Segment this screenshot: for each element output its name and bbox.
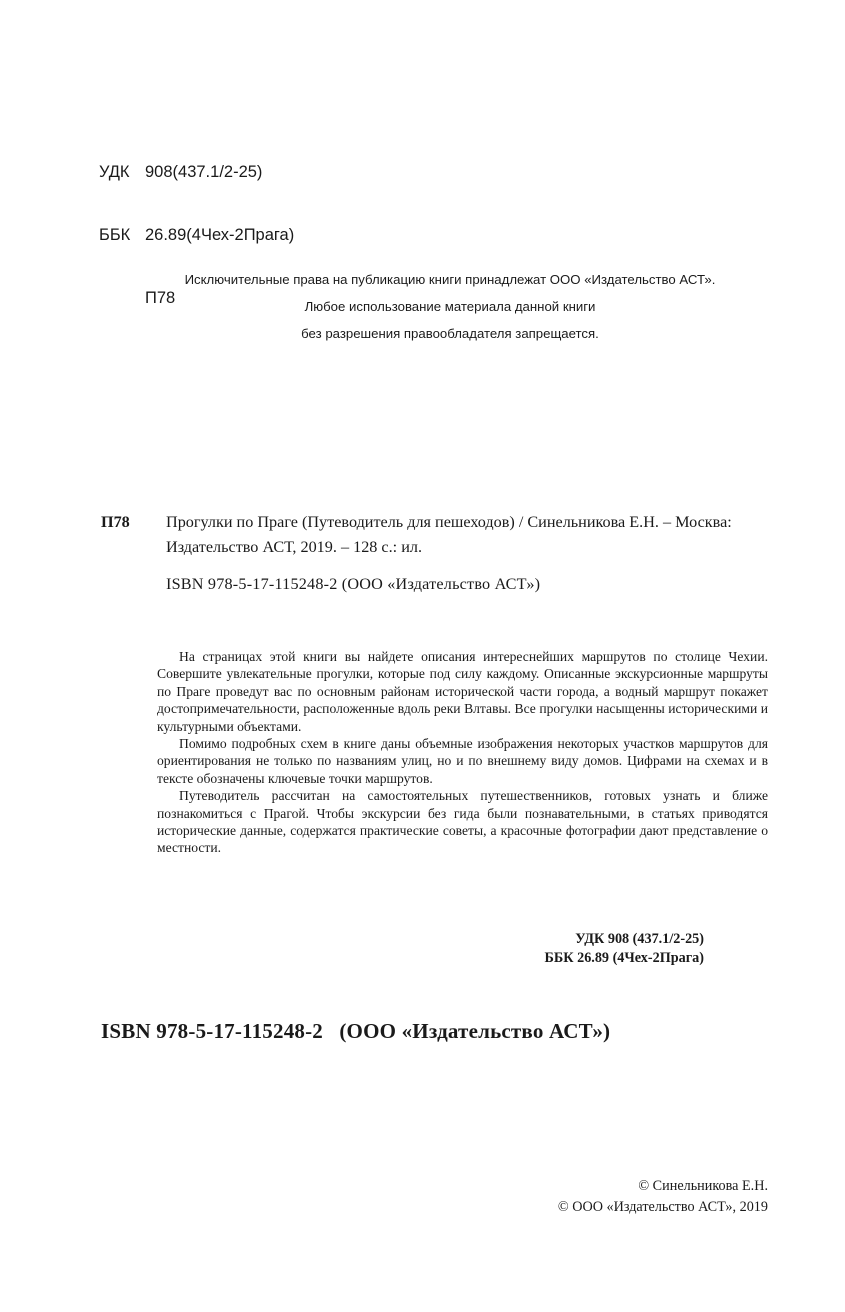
classification-footer-udk: УДК 908 (437.1/2-25) — [575, 931, 704, 947]
udk-value: 908(437.1/2-25) — [145, 163, 263, 181]
copyright-author: © Синельникова Е.Н. — [638, 1178, 768, 1194]
bbk-value: 26.89(4Чех-2Прага) — [145, 226, 295, 244]
bibliographic-body — [166, 510, 791, 597]
annotation-paragraph: На страницах этой книги вы найдете описания интереснейших маршрутов по столице Чехии. Совершите увлекательные прогулки, которые под силу каждому. Описанные экскурсионные маршруты по Праге проведут вас по основным районам исторической части города, а водный маршрут покажет достопримечательности, расположенные вдоль реки Влтавы. Все прогулки насыщенны историческими и культурными объектами. — [157, 649, 768, 734]
annotation-block — [157, 648, 768, 857]
author-mark-header: П78 — [145, 289, 176, 307]
isbn-headline: ISBN 978-5-17-115248-2 (ООО «Издательство АСТ») — [101, 1019, 611, 1043]
classification-footer-bbk: ББК 26.89 (4Чех-2Прага) — [544, 950, 704, 966]
bibliographic-description: Прогулки по Праге (Путеводитель для пешеходов) / Синельникова Е.Н. – Москва: Издательство АСТ, 2019. – 128 с.: ил. — [166, 513, 732, 556]
rights-line-1: Исключительные права на публикацию книги принадлежат ООО «Издательство АСТ». — [184, 272, 716, 287]
bbk-row — [99, 225, 294, 246]
copyright-publisher: © ООО «Издательство АСТ», 2019 — [557, 1199, 768, 1215]
copyright-block — [468, 1176, 768, 1218]
rights-line-2: Любое использование материала данной книги — [304, 299, 596, 314]
rights-notice — [140, 266, 760, 347]
annotation-paragraph: Помимо подробных схем в книге даны объемные изображения некоторых участков маршрутов для ориентирования не только по названиям улиц, но и по внешнему виду домов. Цифрами на схемах и в тексте обозначены ключевые точки маршрутов. — [157, 736, 768, 786]
rights-line-3: без разрешения правообладателя запрещается. — [301, 326, 599, 341]
bibliographic-record — [101, 510, 791, 597]
classification-footer — [404, 930, 704, 968]
annotation-paragraph: Путеводитель рассчитан на самостоятельных путешественников, готовых узнать и ближе познакомиться с Прагой. Чтобы экскурсии без гида были познавательными, в статьях приводятся исторические данные, содержатся практические советы, а красочные фотографии дают представление о местности. — [157, 788, 768, 856]
bibliographic-isbn: ISBN 978-5-17-115248-2 (ООО «Издательство АСТ») — [166, 575, 541, 593]
author-mark-biblio: П78 — [101, 513, 130, 531]
udk-row — [99, 162, 294, 183]
udk-label: УДК — [99, 163, 130, 181]
bbk-label: ББК — [99, 226, 131, 244]
